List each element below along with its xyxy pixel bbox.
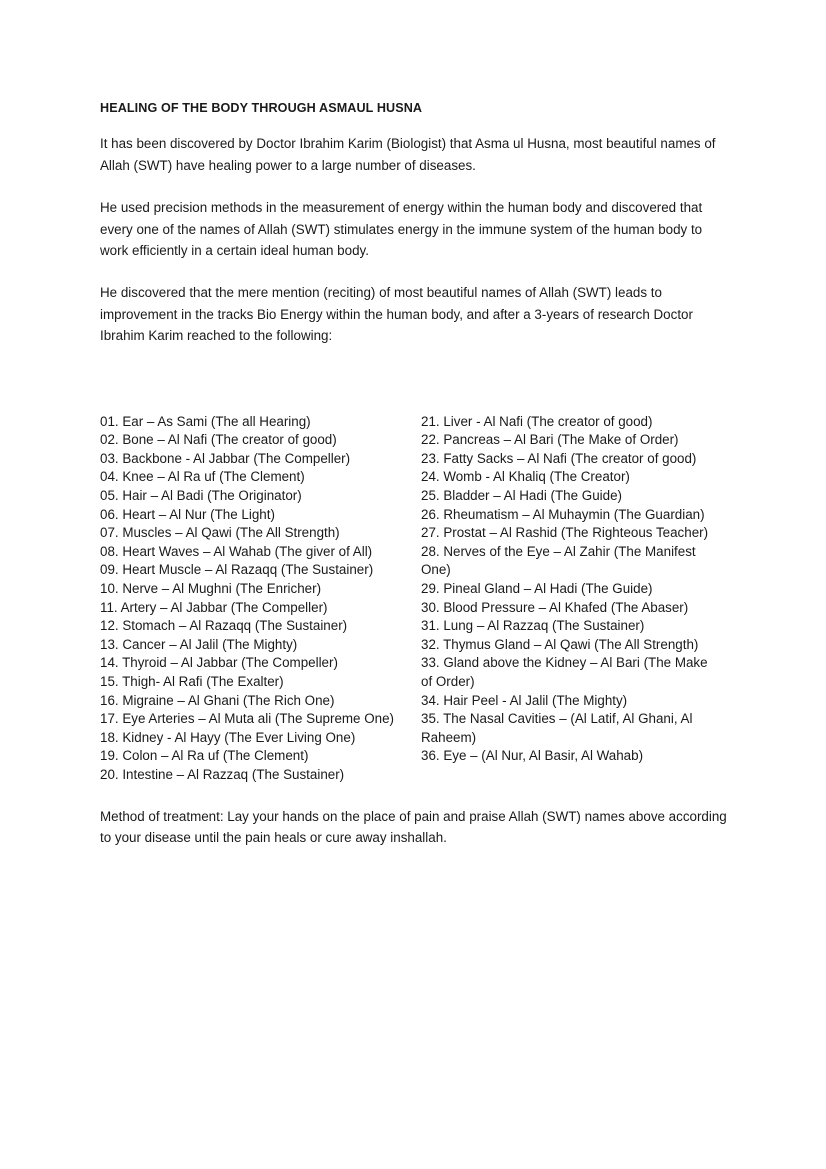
research-result-paragraph: He discovered that the mere mention (reciting) of most beautiful names of Allah (SWT) leads to improvement in the tracks Bio Energy within the human body, and after a 3-years of research Doctor Ibrahim Karim reached to the following: (100, 285, 693, 344)
list-item: 24. Womb - Al Khaliq (The Creator) (421, 469, 630, 485)
list-item: 17. Eye Arteries – Al Muta ali (The Supreme One) (100, 711, 394, 727)
healing-list-left-column (100, 413, 421, 785)
list-item: 32. Thymus Gland – Al Qawi (The All Strength) (421, 636, 699, 652)
list-item: 29. Pineal Gland – Al Hadi (The Guide) (421, 581, 653, 596)
list-item: 20. Intestine – Al Razzaq (The Sustainer) (100, 766, 345, 782)
list-item: 22. Pancreas – Al Bari (The Make of Order) (421, 432, 679, 448)
intro-paragraph: It has been discovered by Doctor Ibrahim Karim (Biologist) that Asma ul Husna, most beautiful names of Allah (SWT) have healing power to a large number of diseases. (100, 136, 716, 173)
list-item: 18. Kidney - Al Hayy (The Ever Living One) (100, 729, 356, 745)
list-item: 28. Nerves of the Eye – Al Zahir (The Manifest One) (421, 543, 696, 578)
list-item: 09. Heart Muscle – Al Razaqq (The Sustainer) (100, 562, 374, 578)
list-item: 16. Migraine – Al Ghani (The Rich One) (100, 692, 335, 708)
spacer (100, 368, 730, 413)
list-item: 30. Blood Pressure – Al Khafed (The Abaser) (421, 599, 689, 615)
list-item: 06. Heart – Al Nur (The Light) (100, 506, 275, 522)
list-item: 26. Rheumatism – Al Muhaymin (The Guardian) (421, 506, 705, 522)
list-item: 36. Eye – (Al Nur, Al Basir, Al Wahab) (421, 748, 644, 764)
list-item: 21. Liver - Al Nafi (The creator of good) (421, 413, 653, 429)
list-item: 33. Gland above the Kidney – Al Bari (The Make of Order) (421, 655, 708, 689)
list-item: 19. Colon – Al Ra uf (The Clement) (100, 748, 309, 764)
list-item: 35. The Nasal Cavities – (Al Latif, Al Ghani, Al Raheem) (421, 711, 693, 745)
list-item: 03. Backbone - Al Jabbar (The Compeller) (100, 450, 351, 466)
document-title: HEALING OF THE BODY THROUGH ASMAUL HUSNA (100, 101, 423, 115)
list-item: 07. Muscles – Al Qawi (The All Strength) (100, 525, 340, 541)
list-item: 31. Lung – Al Razzaq (The Sustainer) (421, 618, 645, 634)
list-item: 04. Knee – Al Ra uf (The Clement) (100, 469, 305, 485)
list-item: 27. Prostat – Al Rashid (The Righteous Teacher) (421, 525, 709, 541)
list-item: 25. Bladder – Al Hadi (The Guide) (421, 488, 622, 504)
healing-list-right-column (421, 413, 721, 785)
method-of-treatment-paragraph: Method of treatment: Lay your hands on the place of pain and praise Allah (SWT) names above according to your disease until the pain heals or cure away inshallah. (100, 808, 727, 845)
list-item: 15. Thigh- Al Rafi (The Exalter) (100, 673, 284, 689)
list-item: 14. Thyroid – Al Jabbar (The Compeller) (100, 655, 338, 671)
list-item: 12. Stomach – Al Razaqq (The Sustainer) (100, 618, 348, 634)
list-item: 08. Heart Waves – Al Wahab (The giver of All) (100, 543, 373, 559)
list-item: 01. Ear – As Sami (The all Hearing) (100, 413, 311, 429)
list-item: 13. Cancer – Al Jalil (The Mighty) (100, 636, 298, 652)
list-item: 11. Artery – Al Jabbar (The Compeller) (100, 599, 328, 615)
list-item: 10. Nerve – Al Mughni (The Enricher) (100, 581, 322, 596)
list-item: 05. Hair – Al Badi (The Originator) (100, 488, 302, 504)
list-item: 23. Fatty Sacks – Al Nafi (The creator of good) (421, 450, 697, 466)
method-of-measurement-paragraph: He used precision methods in the measurement of energy within the human body and discovered that every one of the names of Allah (SWT) stimulates energy in the immune system of the human body to work efficiently in a certain ideal human body. (100, 200, 703, 259)
list-item: 34. Hair Peel - Al Jalil (The Mighty) (421, 692, 628, 708)
document-page (100, 98, 730, 869)
healing-list (100, 413, 730, 785)
list-item: 02. Bone – Al Nafi (The creator of good) (100, 432, 337, 448)
